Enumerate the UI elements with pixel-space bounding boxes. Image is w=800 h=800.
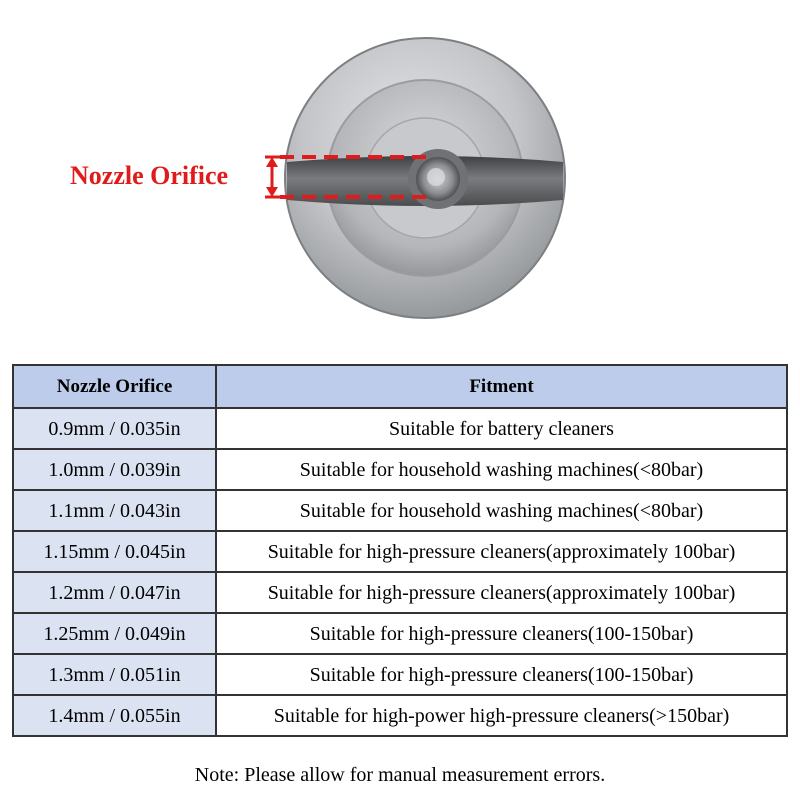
table-row <box>13 449 787 490</box>
table-row <box>13 613 787 654</box>
measurement-note: Note: Please allow for manual measurement errors. <box>194 764 606 786</box>
fitment-cell: Suitable for high-pressure cleaners(100-150bar) <box>216 654 787 695</box>
fitment-table <box>12 364 788 737</box>
table-row <box>13 654 787 695</box>
table-header-row <box>13 365 787 408</box>
fitment-cell: Suitable for battery cleaners <box>216 408 787 449</box>
orifice-cell: 1.25mm / 0.049in <box>13 613 216 654</box>
fitment-cell: Suitable for high-power high-pressure cleaners(>150bar) <box>216 695 787 736</box>
table-row <box>13 695 787 736</box>
orifice-cell: 1.1mm / 0.043in <box>13 490 216 531</box>
orifice-cell: 1.4mm / 0.055in <box>13 695 216 736</box>
table-row <box>13 490 787 531</box>
fitment-cell: Suitable for household washing machines(<80bar) <box>216 490 787 531</box>
table-row <box>13 531 787 572</box>
dimension-arrow-icon <box>266 157 278 197</box>
orifice-cell: 0.9mm / 0.035in <box>13 408 216 449</box>
orifice-cell: 1.15mm / 0.045in <box>13 531 216 572</box>
orifice-cell: 1.0mm / 0.039in <box>13 449 216 490</box>
fitment-cell: Suitable for high-pressure cleaners(100-150bar) <box>216 613 787 654</box>
fitment-cell: Suitable for high-pressure cleaners(approximately 100bar) <box>216 531 787 572</box>
header-orifice: Nozzle Orifice <box>13 365 216 408</box>
callout-label: Nozzle Orifice <box>70 161 229 190</box>
fitment-cell: Suitable for household washing machines(<80bar) <box>216 449 787 490</box>
orifice-cell: 1.3mm / 0.051in <box>13 654 216 695</box>
orifice-cell: 1.2mm / 0.047in <box>13 572 216 613</box>
table-row <box>13 572 787 613</box>
nozzle-figure <box>0 0 800 360</box>
fitment-cell: Suitable for high-pressure cleaners(approximately 100bar) <box>216 572 787 613</box>
header-fitment: Fitment <box>216 365 787 408</box>
table-row <box>13 408 787 449</box>
